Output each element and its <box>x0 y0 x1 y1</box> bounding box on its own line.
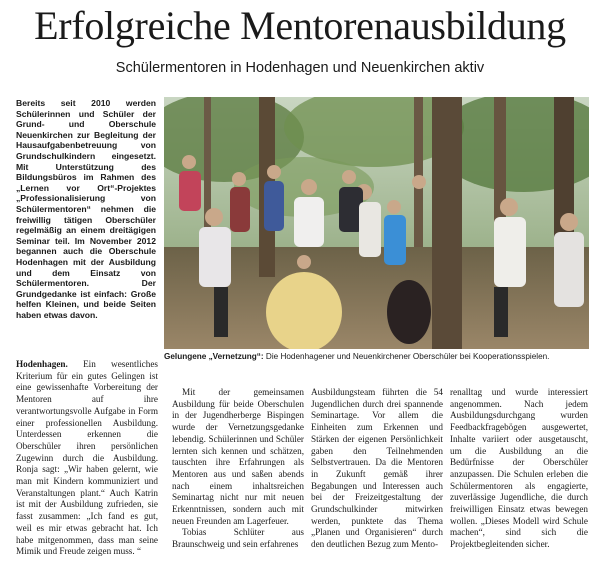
body-column-4 <box>450 387 588 551</box>
dateline: Hodenhagen. <box>16 359 68 369</box>
col2-paragraph-2: Tobias Schlüter aus Braunschweig und sein erfahrenes <box>172 527 304 550</box>
col3-paragraph: Ausbildungsteam führten die 54 Jugendlichen durch drei spannende Seminartage. Vor allem die Einheiten zum Erkennen und Stärken der eigenen Persönlichkeit gaben den Teilnehmenden Selbstvertrauen. Da die Mentoren in Zukunft gemäß ihrer Begabungen und Interessen auch bei der Freizeitgestaltung der Grundschulkinder mitwirken werden, punktete das Thema „Planen und Organisieren“ durch den deutlichen Bezug zum Mento- <box>311 387 443 550</box>
body-column-2 <box>172 387 304 551</box>
caption-title: Gelungene „Vernetzung“: <box>164 352 264 361</box>
body-column-3 <box>311 387 443 551</box>
article-subheadline: Schülermentoren in Hodenhagen und Neuenkirchen aktiv <box>115 60 485 76</box>
col4-paragraph: renalltag und wurde interessiert angenommen. Nach jedem Ausbildungsdurchgang wurden Feedbackfragebögen ausgewertet, Inhalte variiert oder ausgetauscht, um die Ausbildung an die Bedürfnisse der Oberschüler anzupassen. Die Schulen erleben die Schülermentoren als engagierte, zuverlässige Jugendliche, die durch freiwilligen Einsatz etwas bewegen wollen. „Dieses Modell wird Schule machen“, sind sich die Projektbegleitenden sicher. <box>450 387 588 550</box>
col1-text: Ein wesentliches Kriterium für ein gutes Gelingen ist eine gewissenhafte Vorbereitung der Mentoren auf ihre verantwortungsvolle Aufgabe in Form einer professionellen Ausbildung. Unterdessen erkennen die Oberschüler ihren persönlichen Zugewinn durch die Ausbildung. Ronja sagt: „Wir haben gelernt, wie man mit Kindern kommuniziert und Veranstaltungen plant.“ Auch Katrin ist mit der Ausbildung zufrieden, sie fasst zusammen: „Ich fand es gut, weil es mir etwas gebracht hat. Ich habe mitgenommen, dass man seine Mimik und Freude zeigen muss. “ <box>16 359 158 557</box>
col1-paragraph <box>16 359 158 558</box>
col2-paragraph-1: Mit der gemeinsamen Ausbildung für beide Oberschulen in der Jugendherberge Bispingen wurde der Vernetzungsgedanke lebendig. Schülerinnen und Schüler lernten sich kennen und schätzen, tauschten ihre Erfahrungen als Mentoren aus und saßen abends nach einem inhaltsreichen Seminartag nicht nur mit neuen Erkenntnissen, sondern auch mit neuen Freunden am Lagerfeuer. <box>172 387 304 526</box>
body-column-1 <box>16 359 158 558</box>
lead-paragraph: Bereits seit 2010 werden Schülerinnen und Schüler der Grund- und Oberschule Neuenkirchen zur Begleitung der Hausaufgabenbetreuung von Grundschulkindern eingesetzt. Mit Unterstützung des Bildungsbüros im Rahmen des „Lernen vor Ort“-Projektes „Professionalisierung von Schülermentoren“ nehmen die freiwillig tätigen Oberschüler regelmäßig an einem dreitägigen Seminar teil. Im November 2012 begannen auch die Oberschule Hodenhagen mit der Ausbildung und dem Einsatz von Schülermentoren. Der Grundgedanke ist einfach: Große helfen Kleinen, und beide Seiten haben etwas davon. <box>16 98 156 320</box>
group-photo-illustration <box>164 97 589 349</box>
article-headline: Erfolgreiche Mentorenausbildung <box>34 3 566 48</box>
caption-text: Die Hodenhagener und Neuenkirchener Oberschüler bei Kooperationsspielen. <box>263 352 550 361</box>
group-photo <box>164 97 589 349</box>
photo-caption <box>164 351 589 362</box>
